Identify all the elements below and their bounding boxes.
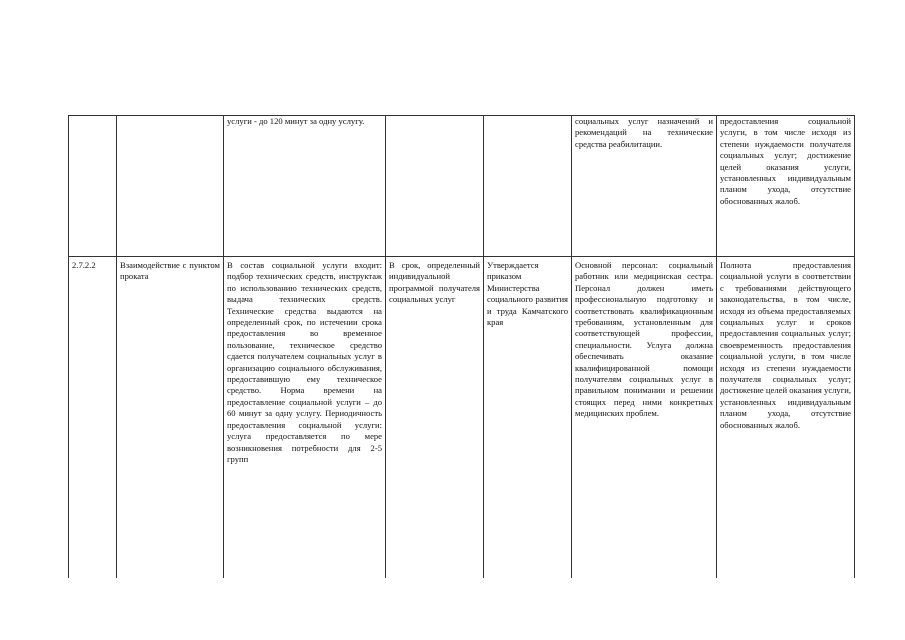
cell-term <box>386 116 484 257</box>
cell-term: В срок, определенный индивидуальной программой получателя социальных услуг <box>386 257 484 579</box>
cell-number <box>69 116 117 257</box>
cell-number: 2.7.2.2 <box>69 257 117 579</box>
services-table <box>68 115 855 578</box>
cell-quality: Полнота предоставления социальной услуги в соответствии с требованиями действующего законодательства, в том числе, исходя из объема предоставляемых социальных услуг и сроков предоставления социальных услуг; своевременность предоставления социальной услуги, в том числе исходя из степени нуждаемости получателя социальных услуг; достижение целей оказания услуги, установленных индивидуальным планом ухода, отсутствие обоснованных жалоб. <box>717 257 855 579</box>
table-row <box>69 257 855 579</box>
cell-order: Утверждается приказом Министерства социального развития и труда Камчатского края <box>484 257 572 579</box>
cell-order <box>484 116 572 257</box>
cell-description: услуги - до 120 минут за одну услугу. <box>224 116 386 257</box>
cell-service-name <box>117 116 224 257</box>
cell-conditions: социальных услуг назначений и рекомендаций на технические средства реабилитации. <box>572 116 717 257</box>
cell-service-name: Взаимодействие с пунктом проката <box>117 257 224 579</box>
cell-quality: предоставления социальной услуги, в том числе исходя из степени нуждаемости получателя социальных услуг; достижение целей оказания услуги, установленных индивидуальным планом ухода, отсутствие обоснованных жалоб. <box>717 116 855 257</box>
cell-description: В состав социальной услуги входит: подбор технических средств, инструктаж по использованию технических средств, выдача технических средств. Технические средства выдаются на определенный срок, по истечении срока предоставления во временное пользование, техническое средство сдается получателем социальных услуг в организацию социального обслуживания, предоставившую ему техническое средство. Норма времени на предоставление социальной услуги – до 60 минут за одну услугу. Периодичность предоставления социальной услуги: услуга предоставляется по мере возникновения потребности для 2-5 групп <box>224 257 386 579</box>
cell-conditions: Основной персонал: социальный работник или медицинская сестра. Персонал должен иметь профессиональную подготовку и соответствовать квалификационным требованиям, установленным для соответствующей профессии, специальности. Услуга должна обеспечивать оказание квалифицированной помощи получателям социальных услуг в правильном понимании и решении стоящих перед ними конкретных медицинских проблем. <box>572 257 717 579</box>
table-row <box>69 116 855 257</box>
